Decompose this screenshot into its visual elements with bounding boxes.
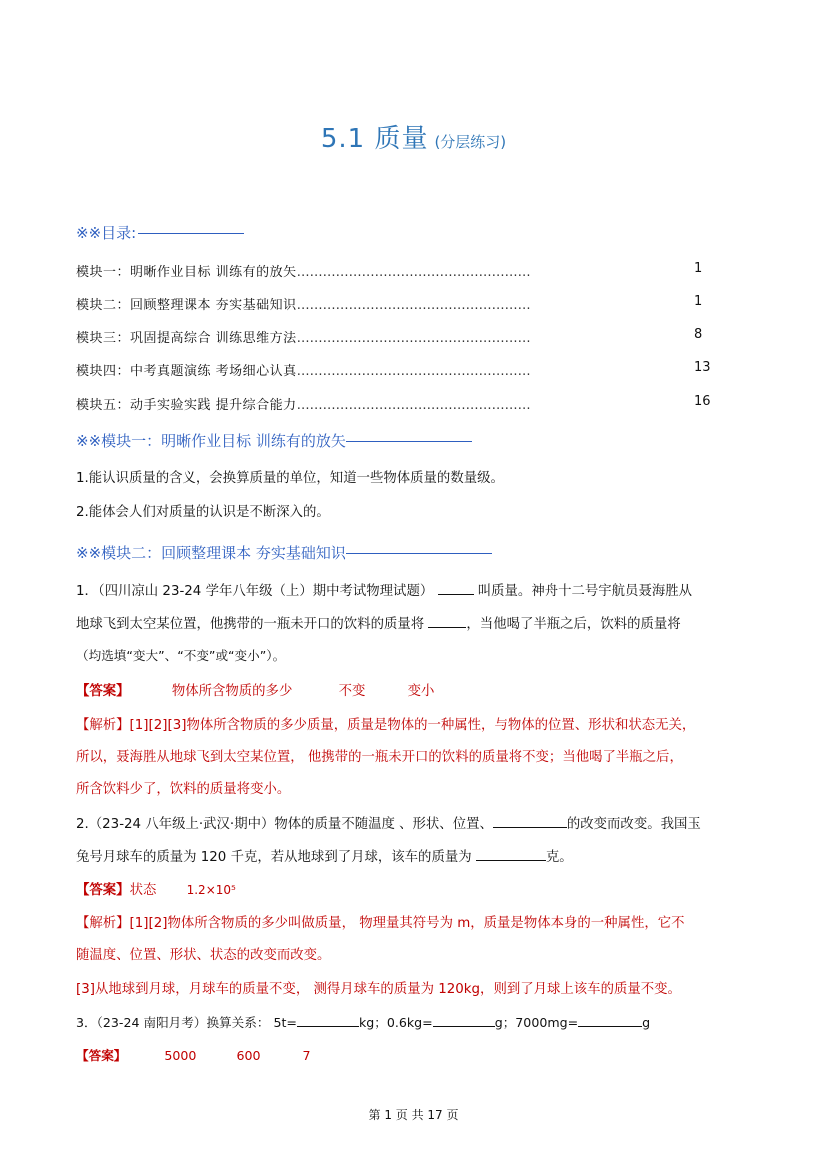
toc-item-label: 模块三：巩固提高综合 训练思维方法 bbox=[76, 331, 297, 346]
q2-line bbox=[76, 813, 701, 835]
q2-text: 2.（23-24 八年级上·武汉·期中）物体的质量不随温度 、形状、位置、 bbox=[76, 817, 493, 832]
answer-value: 5000 bbox=[164, 1048, 197, 1063]
q1-answer bbox=[76, 680, 434, 699]
toc-heading-rule bbox=[138, 233, 244, 234]
answer-value: 不变 bbox=[338, 684, 366, 699]
q3-text: g；7000mg= bbox=[494, 1015, 579, 1030]
q2-analysis-line: 【解析】[1][2]物体所含物质的多少叫做质量， 物理量其符号为 m，质量是物体本身的一种属性，它不 bbox=[76, 916, 685, 931]
q1-analysis-line: 所以，聂海胜从地球飞到太空某位置， 他携带的一瓶未开口的饮料的质量将不变；当他喝了半瓶之后， bbox=[76, 750, 683, 765]
answer-tag: 【答案】 bbox=[76, 684, 130, 699]
q2-text: 兔号月球车的质量为 120 千克，若从地球到了月球，该车的质量为 bbox=[76, 850, 472, 865]
answer-value: 物体所含物质的多少 bbox=[171, 684, 293, 699]
toc-item-page: 1 bbox=[694, 261, 703, 276]
module1-heading-text: ※※模块一：明晰作业目标 训练有的放矢 bbox=[76, 432, 346, 450]
answer-blank[interactable] bbox=[578, 1012, 642, 1027]
q2-analysis-line: 随温度、位置、形状、状态的改变而改变。 bbox=[76, 948, 331, 963]
answer-tag: 【答案】 bbox=[76, 1048, 127, 1063]
toc-item-label: 模块五：动手实验实践 提升综合能力 bbox=[76, 398, 297, 413]
answer-value: 状态 bbox=[129, 883, 157, 898]
module2-heading bbox=[76, 542, 492, 563]
toc-item[interactable] bbox=[76, 360, 716, 379]
toc-item[interactable] bbox=[76, 327, 716, 346]
answer-blank[interactable] bbox=[428, 613, 466, 628]
answer-blank[interactable] bbox=[433, 1012, 495, 1027]
q2-text: 的改变而改变。我国玉 bbox=[566, 817, 701, 832]
toc-item[interactable] bbox=[76, 261, 716, 280]
q3-text: g bbox=[642, 1015, 651, 1030]
toc-item-dots: ……………………………………………… bbox=[296, 298, 531, 313]
title-sub: (分层练习) bbox=[434, 133, 507, 151]
module2-heading-text: ※※模块二：回顾整理课本 夯实基础知识 bbox=[76, 544, 346, 562]
q1-analysis-line: 【解析】[1][2][3]物体所含物质的多少质量，质量是物体的一种属性，与物体的位置、形状和状态无关， bbox=[76, 718, 696, 733]
toc-item-page: 16 bbox=[694, 394, 711, 409]
toc-item-page: 1 bbox=[694, 294, 703, 309]
q3-text: kg；0.6kg= bbox=[358, 1015, 433, 1030]
module2-heading-rule bbox=[346, 553, 492, 554]
module1-heading-rule bbox=[346, 441, 472, 442]
q1-line: （均选填“变大”、“不变”或“变小”）。 bbox=[76, 648, 286, 663]
q2-analysis-line: [3]从地球到月球，月球车的质量不变， 测得月球车的质量为 120kg，则到了月球上该车的质量不变。 bbox=[76, 982, 681, 997]
answer-tag: 【答案】 bbox=[76, 883, 130, 898]
q2-answer bbox=[76, 879, 236, 898]
answer-blank[interactable] bbox=[297, 1012, 359, 1027]
q1-text: 1．（四川凉山 23-24 学年八年级（上）期中考试物理试题） bbox=[76, 584, 434, 599]
toc-item-label: 模块二：回顾整理课本 夯实基础知识 bbox=[76, 298, 297, 313]
answer-blank[interactable] bbox=[476, 846, 546, 861]
module1-heading bbox=[76, 430, 472, 451]
goal-item: 1.能认识质量的含义，会换算质量的单位，知道一些物体质量的数量级。 bbox=[76, 471, 504, 486]
answer-value: 1.2×10⁵ bbox=[186, 883, 236, 897]
q1-text: ，当他喝了半瓶之后，饮料的质量将 bbox=[466, 617, 681, 632]
document-title bbox=[0, 118, 827, 155]
q3-line bbox=[76, 1012, 650, 1033]
toc-item-label: 模块四：中考真题演练 考场细心认真 bbox=[76, 364, 297, 379]
title-main: 5.1 质量 bbox=[320, 124, 429, 154]
q1-line bbox=[76, 613, 681, 635]
q2-text: 克。 bbox=[545, 850, 573, 865]
toc-item[interactable] bbox=[76, 394, 716, 413]
answer-blank[interactable] bbox=[438, 580, 474, 595]
q1-analysis-line: 所含饮料少了，饮料的质量将变小。 bbox=[76, 782, 291, 797]
toc-item-dots: ……………………………………………… bbox=[296, 265, 531, 280]
toc-heading-text: ※※目录: bbox=[76, 224, 137, 242]
q2-line bbox=[76, 846, 573, 868]
answer-value: 600 bbox=[236, 1048, 261, 1063]
answer-value: 7 bbox=[302, 1048, 311, 1063]
toc-item-page: 13 bbox=[694, 360, 711, 375]
toc-item[interactable] bbox=[76, 294, 716, 313]
toc-item-dots: ……………………………………………… bbox=[296, 398, 531, 413]
q3-answer bbox=[76, 1045, 311, 1064]
q3-text: 3．（23-24 南阳月考）换算关系： 5t= bbox=[76, 1015, 297, 1030]
answer-blank[interactable] bbox=[493, 813, 567, 828]
q1-text: 叫质量。神舟十二号宇航员聂海胜从 bbox=[477, 584, 693, 599]
page-footer: 第 1 页 共 17 页 bbox=[368, 1108, 459, 1122]
answer-value: 变小 bbox=[407, 684, 435, 699]
toc-item-dots: ……………………………………………… bbox=[296, 331, 531, 346]
goal-item: 2.能体会人们对质量的认识是不断深入的。 bbox=[76, 505, 330, 520]
toc-item-page: 8 bbox=[694, 327, 703, 342]
toc-item-dots: ……………………………………………… bbox=[296, 364, 531, 379]
toc-item-label: 模块一：明晰作业目标 训练有的放矢 bbox=[76, 265, 297, 280]
q1-text: 地球飞到太空某位置，他携带的一瓶未开口的饮料的质量将 bbox=[76, 617, 425, 632]
q1-line bbox=[76, 580, 692, 602]
toc-heading bbox=[76, 222, 244, 243]
